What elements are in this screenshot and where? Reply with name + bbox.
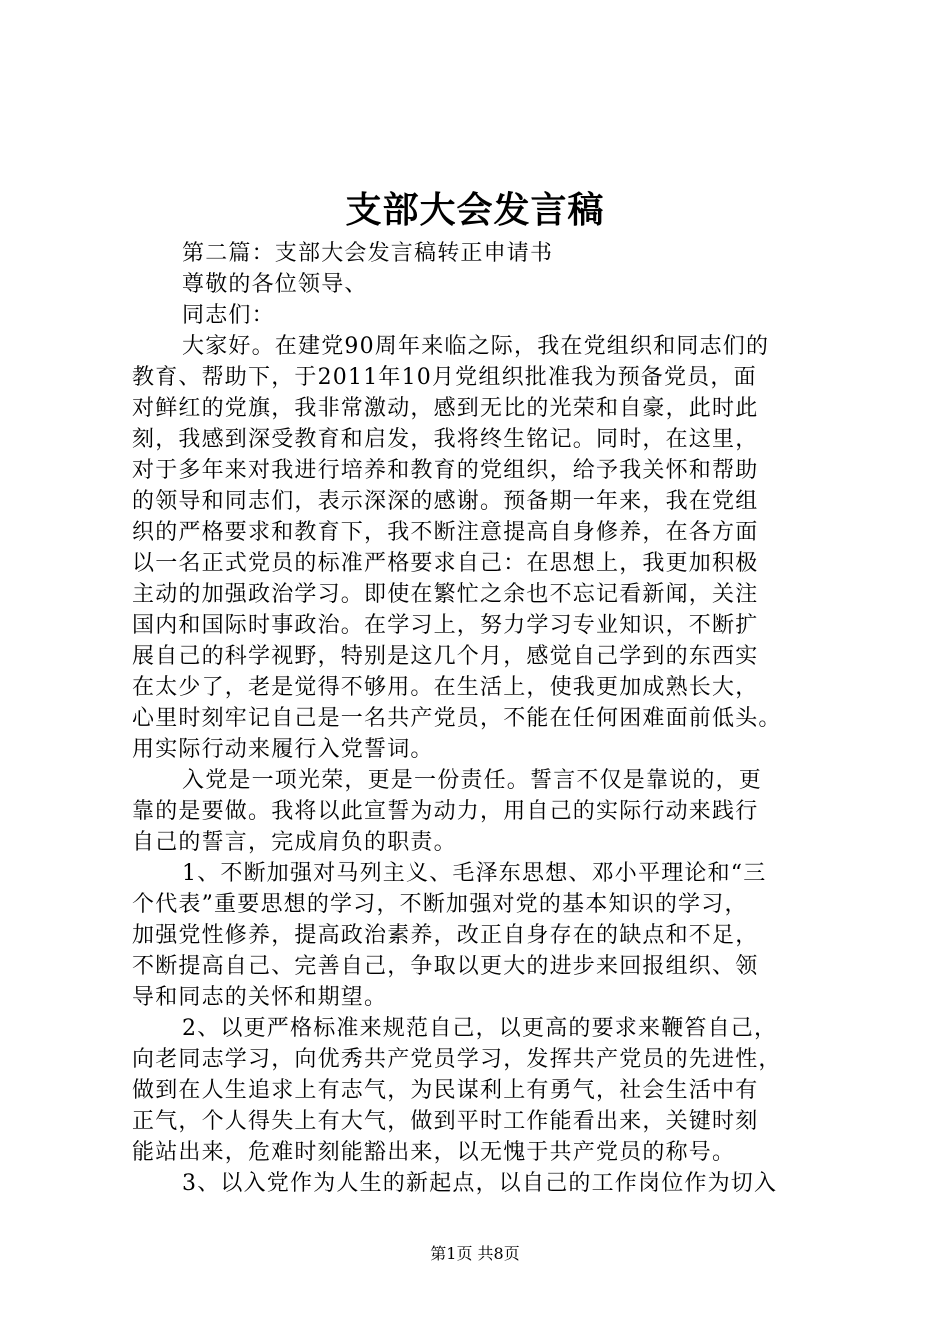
body-line: 在太少了，老是觉得不够用。在生活上，使我更加成熟长大， [132,675,759,700]
body-line: 刻，我感到深受教育和启发，我将终生铭记。同时，在这里， [132,427,759,452]
page-footer: 第1页 共8页 [430,1244,520,1263]
body-line: 第二篇：支部大会发言稿转正申请书 [182,241,554,266]
body-line: 展自己的科学视野，特别是这几个月，感觉自己学到的东西实 [132,644,759,669]
body-line: 能站出来，危难时刻能豁出来，以无愧于共产党员的称号。 [132,1140,736,1165]
body-line: 向老同志学习，向优秀共产党员学习，发挥共产党员的先进性， [132,1047,782,1072]
body-line: 大家好。在建党90周年来临之际，我在党组织和同志们的 [182,334,770,359]
body-line: 织的严格要求和教育下，我不断注意提高自身修养，在各方面 [132,520,759,545]
body-line: 教育、帮助下，于2011年10月党组织批准我为预备党员，面 [132,365,757,390]
body-line: 用实际行动来履行入党誓词。 [132,737,434,762]
body-line: 3、以入党作为人生的新起点，以自己的工作岗位作为切入 [182,1171,778,1196]
document-body [132,238,834,1199]
body-line: 1、不断加强对马列主义、毛泽东思想、邓小平理论和“三 [182,861,767,886]
body-line: 对于多年来对我进行培养和教育的党组织，给予我关怀和帮助 [132,458,759,483]
body-line: 不断提高自己、完善自己，争取以更大的进步来回报组织、领 [132,954,759,979]
body-line: 入党是一项光荣，更是一份责任。誓言不仅是靠说的，更 [182,768,763,793]
body-line: 心里时刻牢记自己是一名共产党员，不能在任何困难面前低头。 [132,706,782,731]
document-title: 支部大会发言稿 [345,189,605,231]
body-line: 同志们： [182,303,275,328]
body-line: 国内和国际时事政治。在学习上，努力学习专业知识，不断扩 [132,613,759,638]
body-line: 正气，个人得失上有大气，做到平时工作能看出来，关键时刻 [132,1109,759,1134]
body-line: 导和同志的关怀和期望。 [132,985,388,1010]
body-line: 尊敬的各位领导、 [182,272,368,297]
body-line: 的领导和同志们，表示深深的感谢。预备期一年来，我在党组 [132,489,759,514]
body-line: 靠的是要做。我将以此宣誓为动力，用自己的实际行动来践行 [132,799,759,824]
body-line: 以一名正式党员的标准严格要求自己：在思想上，我更加积极 [132,551,759,576]
body-line: 自己的誓言，完成肩负的职责。 [132,830,457,855]
body-line: 个代表”重要思想的学习，不断加强对党的基本知识的学习， [132,892,748,917]
body-line: 主动的加强政治学习。即使在繁忙之余也不忘记看新闻，关注 [132,582,759,607]
body-line: 2、以更严格标准来规范自己，以更高的要求来鞭笞自己， [182,1016,778,1041]
body-line: 对鲜红的党旗，我非常激动，感到无比的光荣和自豪，此时此 [132,396,759,421]
body-line: 加强党性修养，提高政治素养，改正自身存在的缺点和不足， [132,923,759,948]
body-line: 做到在人生追求上有志气，为民谋利上有勇气，社会生活中有 [132,1078,759,1103]
